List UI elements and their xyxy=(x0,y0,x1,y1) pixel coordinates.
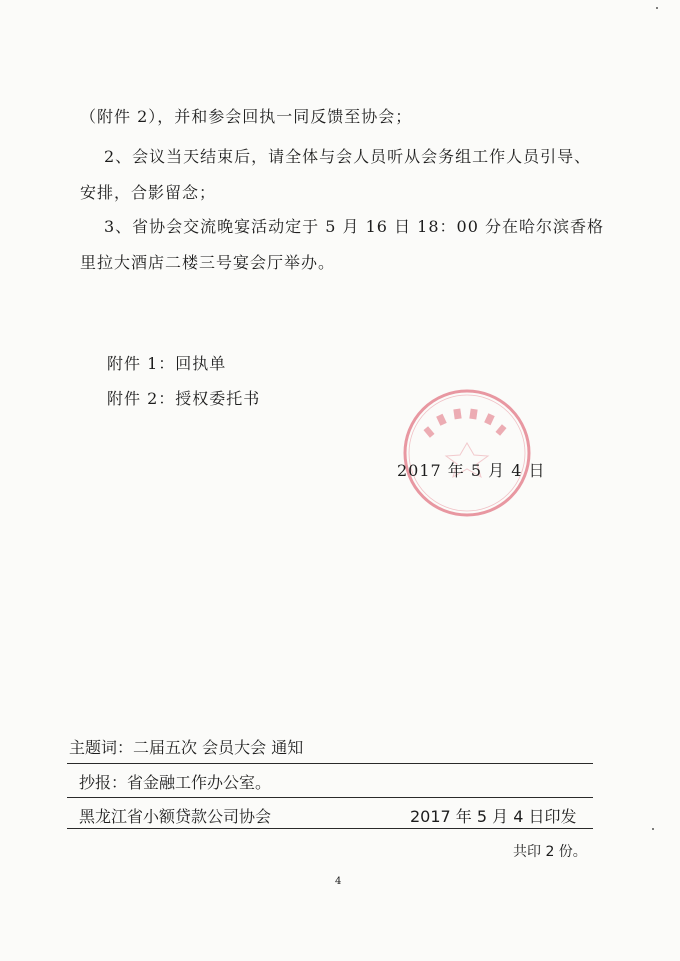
keywords-label: 主题词： xyxy=(69,738,134,757)
attachment-1: 附件 1：回执单 xyxy=(107,354,227,373)
scan-speck xyxy=(656,7,658,9)
keywords-text: 二届五次 会员大会 通知 xyxy=(133,738,304,757)
attachment-2: 附件 2：授权委托书 xyxy=(107,389,261,408)
issuer: 黑龙江省小额贷款公司协会 xyxy=(79,807,272,826)
footer-rule-3 xyxy=(67,828,593,829)
body-line-4: 3、省协会交流晚宴活动定于 5 月 16 日 18：00 分在哈尔滨香格 xyxy=(104,217,604,236)
footer-rule-1 xyxy=(67,763,593,764)
scan-speck xyxy=(652,828,654,830)
cc-row xyxy=(79,770,271,793)
body-line-2: 2、会议当天结束后，请全体与会人员听从会务组工作人员引导、 xyxy=(104,147,592,166)
official-seal xyxy=(400,387,534,519)
issue-date: 2017 年 5 月 4 日印发 xyxy=(410,807,577,826)
signature-date: 2017 年 5 月 4 日 xyxy=(397,461,546,480)
body-line-3: 安排，合影留念； xyxy=(80,183,217,202)
body-line-1: （附件 2），并和参会回执一同反馈至协会； xyxy=(80,107,413,126)
keywords-row xyxy=(69,735,303,758)
page-number: 4 xyxy=(335,876,342,887)
body-line-5: 里拉大酒店二楼三号宴会厅举办。 xyxy=(80,253,336,272)
cc-label: 抄报： xyxy=(79,773,128,792)
cc-text: 省金融工作办公室。 xyxy=(127,773,272,792)
footer-rule-2 xyxy=(67,797,593,798)
copies-count: 共印 2 份。 xyxy=(513,844,587,860)
